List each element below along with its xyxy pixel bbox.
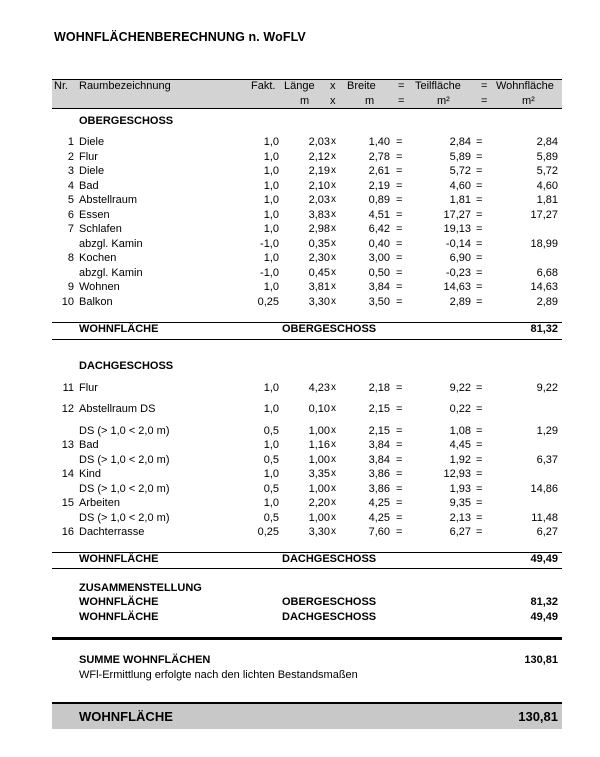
- room-name: Balkon: [79, 296, 113, 308]
- width: 2,18: [368, 382, 390, 394]
- length: 2,98: [308, 223, 330, 235]
- times-sign: x: [331, 296, 336, 307]
- width: 0,40: [368, 238, 390, 250]
- header-laenge: Länge: [284, 80, 315, 92]
- row-number: 15: [61, 497, 74, 509]
- length: 2,03: [308, 194, 330, 206]
- factor: 0,5: [263, 512, 279, 524]
- times-sign: x: [331, 497, 336, 508]
- factor: 1,0: [263, 497, 279, 509]
- row-number: 10: [61, 296, 74, 308]
- og-sum-floor: OBERGESCHOSS: [282, 323, 377, 335]
- row-number: 2: [67, 151, 74, 163]
- table-row: [0, 511, 600, 525]
- table-row: [0, 467, 600, 481]
- width: 2,19: [368, 180, 390, 192]
- room-name: Schlafen: [79, 223, 122, 235]
- equals-sign: =: [396, 468, 403, 480]
- equals-sign: =: [476, 136, 483, 148]
- equals-sign: =: [476, 238, 483, 250]
- summe-note: WFl-Ermittlung erfolgte nach den lichten Bestandsmaßen: [79, 669, 358, 681]
- factor: -1,0: [260, 267, 279, 279]
- length: 3,30: [308, 296, 330, 308]
- times-sign: x: [331, 512, 336, 523]
- room-name: DS (> 1,0 < 2,0 m): [79, 454, 170, 466]
- width: 3,84: [368, 439, 390, 451]
- header-bottom-rule: [52, 108, 562, 109]
- room-name: Dachterrasse: [79, 526, 145, 538]
- living-area: 18,99: [530, 238, 558, 250]
- zusammen-dg-value: 49,49: [530, 611, 558, 623]
- table-row: [0, 164, 600, 178]
- header-wohn: Wohnfläche: [496, 80, 554, 92]
- equals-sign: =: [396, 526, 403, 538]
- room-name: Arbeiten: [79, 497, 120, 509]
- dg-sum-value: 49,49: [530, 553, 558, 565]
- factor: 1,0: [263, 165, 279, 177]
- room-name: DS (> 1,0 < 2,0 m): [79, 483, 170, 495]
- width: 3,84: [368, 281, 390, 293]
- table-unit-row: [0, 94, 600, 108]
- times-sign: x: [331, 136, 336, 147]
- unit-m2-wohn: m²: [522, 95, 535, 107]
- partial-area: 1,81: [449, 194, 471, 206]
- partial-area: 2,84: [449, 136, 471, 148]
- header-teil: Teilfläche: [415, 80, 461, 92]
- equals-sign: =: [396, 267, 403, 279]
- times-sign: x: [331, 151, 336, 162]
- table-row: [0, 266, 600, 280]
- zusammen-dg-floor: DACHGESCHOSS: [282, 611, 377, 623]
- partial-area: -0,23: [445, 267, 471, 279]
- width: 2,61: [368, 165, 390, 177]
- table-row: [0, 482, 600, 496]
- row-number: 9: [67, 281, 74, 293]
- partial-area: 5,72: [449, 165, 471, 177]
- room-name: Bad: [79, 180, 99, 192]
- partial-area: 5,89: [449, 151, 471, 163]
- final-top-rule: [52, 702, 562, 704]
- living-area: 4,60: [536, 180, 558, 192]
- partial-area: 4,60: [449, 180, 471, 192]
- times-sign: x: [331, 454, 336, 465]
- summe-label: SUMME WOHNFLÄCHEN: [79, 654, 211, 666]
- partial-area: 2,13: [449, 512, 471, 524]
- unit-m2-teil: m²: [437, 95, 450, 107]
- equals-sign: =: [476, 223, 483, 235]
- equals-sign: =: [476, 267, 483, 279]
- width: 1,40: [368, 136, 390, 148]
- equals-sign: =: [476, 483, 483, 495]
- partial-area: 9,35: [449, 497, 471, 509]
- partial-area: 1,93: [449, 483, 471, 495]
- room-name: Flur: [79, 382, 98, 394]
- factor: -1,0: [260, 238, 279, 250]
- table-row: [0, 208, 600, 222]
- factor: 0,5: [263, 483, 279, 495]
- table-row: [0, 237, 600, 251]
- table-row: [0, 496, 600, 510]
- equals-sign: =: [396, 382, 403, 394]
- times-sign: x: [331, 238, 336, 249]
- factor: 1,0: [263, 194, 279, 206]
- times-sign: x: [331, 194, 336, 205]
- times-sign: x: [331, 483, 336, 494]
- unit-m-laenge: m: [300, 95, 310, 107]
- partial-area: 0,22: [449, 403, 471, 415]
- row-number: 1: [67, 136, 74, 148]
- living-area: 5,89: [536, 151, 558, 163]
- room-name: Kind: [79, 468, 102, 480]
- times-sign: x: [331, 526, 336, 537]
- og-sum-value: 81,32: [530, 323, 558, 335]
- equals-sign: =: [476, 454, 483, 466]
- summe-value: 130,81: [524, 654, 558, 666]
- living-area: 2,84: [536, 136, 558, 148]
- summe-row: [0, 654, 600, 669]
- equals-sign: =: [476, 526, 483, 538]
- length: 2,19: [308, 165, 330, 177]
- living-area: 6,68: [536, 267, 558, 279]
- og-sum-row: [0, 323, 600, 338]
- width: 2,15: [368, 403, 390, 415]
- equals-sign: =: [396, 281, 403, 293]
- zusammen-dg-label: WOHNFLÄCHE: [79, 611, 159, 623]
- times-sign: x: [331, 439, 336, 450]
- factor: 1,0: [263, 382, 279, 394]
- equals-sign: =: [396, 439, 403, 451]
- equals-sign: =: [476, 512, 483, 524]
- final-label: WOHNFLÄCHE: [79, 709, 173, 724]
- times-sign: x: [331, 281, 336, 292]
- living-area: 1,29: [536, 425, 558, 437]
- times-sign: x: [331, 267, 336, 278]
- factor: 1,0: [263, 136, 279, 148]
- room-name: Wohnen: [79, 281, 120, 293]
- factor: 0,25: [257, 296, 279, 308]
- equals-sign: =: [476, 151, 483, 163]
- equals-sign: =: [396, 209, 403, 221]
- unit-m-breite: m: [365, 95, 375, 107]
- equals-sign: =: [476, 209, 483, 221]
- equals-sign: =: [396, 252, 403, 264]
- row-number: 14: [61, 468, 74, 480]
- dg-sum-bottom-rule: [52, 568, 562, 569]
- row-number: 12: [61, 403, 74, 415]
- living-area: 14,63: [530, 281, 558, 293]
- equals-sign: =: [396, 454, 403, 466]
- length: 4,23: [308, 382, 330, 394]
- factor: 1,0: [263, 180, 279, 192]
- width: 6,42: [368, 223, 390, 235]
- room-name: Diele: [79, 165, 105, 177]
- living-area: 6,27: [536, 526, 558, 538]
- factor: 1,0: [263, 468, 279, 480]
- length: 3,81: [308, 281, 330, 293]
- section-heading-zusammenstellung: ZUSAMMENSTELLUNG: [79, 582, 202, 594]
- times-sign: x: [331, 209, 336, 220]
- times-sign: x: [331, 425, 336, 436]
- living-area: 6,37: [536, 454, 558, 466]
- length: 0,10: [308, 403, 330, 415]
- row-number: 11: [62, 382, 74, 394]
- factor: 1,0: [263, 252, 279, 264]
- width: 3,84: [368, 454, 390, 466]
- length: 3,30: [308, 526, 330, 538]
- header-nr: Nr.: [54, 80, 69, 92]
- zusammen-row-og: [0, 596, 600, 611]
- row-number: 5: [67, 194, 74, 206]
- row-number: 13: [61, 439, 74, 451]
- room-name: Abstellraum DS: [79, 403, 156, 415]
- equals-sign: =: [396, 165, 403, 177]
- length: 0,45: [308, 267, 330, 279]
- equals-sign: =: [396, 403, 403, 415]
- factor: 0,5: [263, 425, 279, 437]
- partial-area: 6,27: [449, 526, 471, 538]
- width: 3,00: [368, 252, 390, 264]
- width: 4,51: [368, 209, 390, 221]
- equals-sign: =: [396, 238, 403, 250]
- width: 4,25: [368, 512, 390, 524]
- table-row: [0, 251, 600, 265]
- room-name: Bad: [79, 439, 99, 451]
- partial-area: 12,93: [443, 468, 471, 480]
- equals-sign: =: [476, 425, 483, 437]
- equals-sign: =: [476, 165, 483, 177]
- length: 2,03: [308, 136, 330, 148]
- table-row: [0, 438, 600, 452]
- summe-thick-rule: [52, 637, 562, 640]
- equals-sign: =: [396, 296, 403, 308]
- times-sign: x: [331, 223, 336, 234]
- table-row: [0, 381, 600, 395]
- equals-sign: =: [396, 497, 403, 509]
- partial-area: 1,08: [449, 425, 471, 437]
- table-row: [0, 222, 600, 236]
- table-row: [0, 179, 600, 193]
- table-row: [0, 453, 600, 467]
- factor: 1,0: [263, 209, 279, 221]
- times-sign: x: [331, 165, 336, 176]
- equals-sign: =: [476, 194, 483, 206]
- equals-sign: =: [476, 281, 483, 293]
- partial-area: 2,89: [449, 296, 471, 308]
- room-name: DS (> 1,0 < 2,0 m): [79, 512, 170, 524]
- equals-sign: =: [396, 180, 403, 192]
- equals-sign: =: [396, 512, 403, 524]
- length: 1,00: [308, 512, 330, 524]
- equals-sign: =: [476, 296, 483, 308]
- table-row: [0, 280, 600, 294]
- final-value: 130,81: [518, 709, 558, 724]
- row-number: 16: [61, 526, 74, 538]
- row-number: 7: [67, 223, 74, 235]
- section-heading-obergeschoss: OBERGESCHOSS: [79, 115, 174, 127]
- width: 0,50: [368, 267, 390, 279]
- og-sum-label: WOHNFLÄCHE: [79, 323, 159, 335]
- partial-area: 6,90: [449, 252, 471, 264]
- equals-sign: =: [396, 483, 403, 495]
- equals-sign: =: [396, 425, 403, 437]
- table-header-row: [0, 79, 600, 93]
- zusammen-row-dg: [0, 611, 600, 626]
- length: 3,35: [308, 468, 330, 480]
- equals-sign: =: [476, 382, 483, 394]
- table-row: [0, 150, 600, 164]
- room-name: Kochen: [79, 252, 117, 264]
- living-area: 11,48: [531, 512, 558, 524]
- room-name: Diele: [79, 136, 105, 148]
- header-eq1: =: [398, 80, 405, 92]
- partial-area: 14,63: [443, 281, 471, 293]
- width: 7,60: [368, 526, 390, 538]
- living-area: 14,86: [530, 483, 558, 495]
- factor: 1,0: [263, 281, 279, 293]
- og-sum-bottom-rule: [52, 339, 562, 340]
- section-heading-dachgeschoss: DACHGESCHOSS: [79, 360, 174, 372]
- room-name: DS (> 1,0 < 2,0 m): [79, 425, 170, 437]
- equals-sign: =: [396, 223, 403, 235]
- length: 1,16: [308, 439, 330, 451]
- length: 2,30: [308, 252, 330, 264]
- unit-eq2: =: [481, 95, 488, 107]
- factor: 1,0: [263, 403, 279, 415]
- factor: 1,0: [263, 439, 279, 451]
- times-sign: x: [331, 403, 336, 414]
- row-number: 8: [67, 252, 74, 264]
- header-name: Raumbezeichnung: [79, 80, 171, 92]
- header-fakt: Fakt.: [251, 80, 276, 92]
- factor: 0,5: [263, 454, 279, 466]
- width: 2,78: [368, 151, 390, 163]
- room-name: abzgl. Kamin: [79, 238, 143, 250]
- partial-area: -0,14: [445, 238, 471, 250]
- length: 1,00: [308, 454, 330, 466]
- times-sign: x: [331, 468, 336, 479]
- equals-sign: =: [396, 194, 403, 206]
- times-sign: x: [331, 180, 336, 191]
- row-number: 4: [67, 180, 74, 192]
- factor: 1,0: [263, 223, 279, 235]
- zusammen-og-value: 81,32: [530, 596, 558, 608]
- times-sign: x: [331, 252, 336, 263]
- room-name: abzgl. Kamin: [79, 267, 143, 279]
- length: 1,00: [308, 425, 330, 437]
- length: 3,83: [308, 209, 330, 221]
- equals-sign: =: [476, 252, 483, 264]
- length: 0,35: [308, 238, 330, 250]
- row-number: 3: [67, 165, 74, 177]
- partial-area: 17,27: [443, 209, 471, 221]
- table-row: [0, 525, 600, 539]
- width: 2,15: [368, 425, 390, 437]
- factor: 1,0: [263, 151, 279, 163]
- length: 2,20: [308, 497, 330, 509]
- equals-sign: =: [476, 403, 483, 415]
- equals-sign: =: [476, 497, 483, 509]
- width: 0,89: [368, 194, 390, 206]
- length: 1,00: [308, 483, 330, 495]
- room-name: Flur: [79, 151, 98, 163]
- room-name: Essen: [79, 209, 110, 221]
- header-x: x: [330, 80, 336, 92]
- times-sign: x: [331, 382, 336, 393]
- living-area: 1,81: [536, 194, 558, 206]
- equals-sign: =: [476, 180, 483, 192]
- equals-sign: =: [396, 136, 403, 148]
- table-row: [0, 402, 600, 416]
- dg-sum-row: [0, 553, 600, 568]
- partial-area: 19,13: [443, 223, 471, 235]
- living-area: 2,89: [536, 296, 558, 308]
- row-number: 6: [67, 209, 74, 221]
- living-area: 5,72: [536, 165, 558, 177]
- table-row: [0, 193, 600, 207]
- equals-sign: =: [476, 439, 483, 451]
- unit-eq1: =: [398, 95, 405, 107]
- equals-sign: =: [396, 151, 403, 163]
- partial-area: 4,45: [449, 439, 471, 451]
- table-row: [0, 424, 600, 438]
- length: 2,10: [308, 180, 330, 192]
- dg-sum-floor: DACHGESCHOSS: [282, 553, 377, 565]
- living-area: 17,27: [530, 209, 558, 221]
- width: 3,86: [368, 468, 390, 480]
- page-title: WOHNFLÄCHENBERECHNUNG n. WoFLV: [54, 30, 306, 44]
- length: 2,12: [308, 151, 330, 163]
- factor: 0,25: [257, 526, 279, 538]
- dg-sum-label: WOHNFLÄCHE: [79, 553, 159, 565]
- width: 3,86: [368, 483, 390, 495]
- room-name: Abstellraum: [79, 194, 138, 206]
- equals-sign: =: [476, 468, 483, 480]
- zusammen-og-label: WOHNFLÄCHE: [79, 596, 159, 608]
- width: 3,50: [368, 296, 390, 308]
- table-row: [0, 295, 600, 309]
- living-area: 9,22: [536, 382, 558, 394]
- partial-area: 1,92: [449, 454, 471, 466]
- unit-x: x: [330, 95, 336, 107]
- zusammen-og-floor: OBERGESCHOSS: [282, 596, 377, 608]
- table-row: [0, 135, 600, 149]
- partial-area: 9,22: [449, 382, 471, 394]
- header-eq2: =: [481, 80, 488, 92]
- header-breite: Breite: [347, 80, 376, 92]
- width: 4,25: [368, 497, 390, 509]
